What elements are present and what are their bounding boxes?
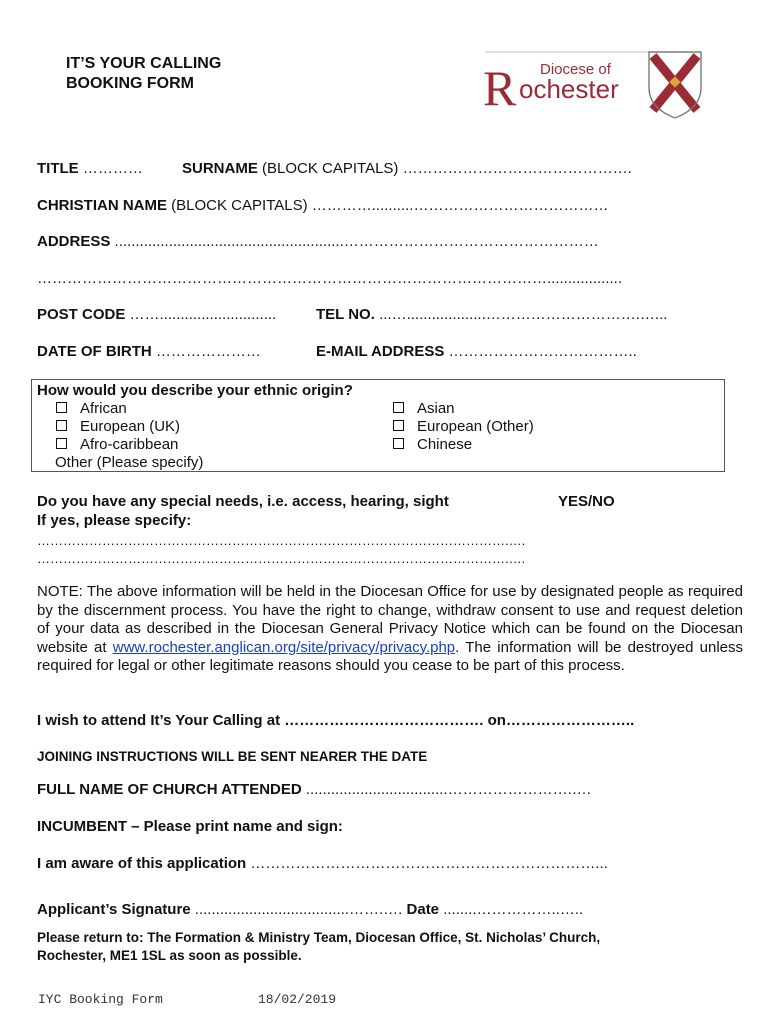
special-needs-line-2[interactable]: ……………………………………………………………………………………………….…. [37,551,526,566]
shield-icon [649,52,701,118]
tel-label: TEL NO. [316,306,375,323]
option-label: Afro-caribbean [80,436,179,453]
ethnic-question: How would you describe your ethnic origin? [37,382,353,399]
option-label: European (UK) [80,418,181,435]
privacy-link[interactable]: www.rochester.anglican.org/site/privacy/privacy.php [112,638,456,656]
surname-hint: (BLOCK CAPITALS) [257,160,403,177]
ethnic-option-chinese[interactable] [393,436,472,454]
dob-label: DATE OF BIRTH [37,343,152,360]
church-label: FULL NAME OF CHURCH ATTENDED [37,781,302,798]
signature-dots: .....................................…….…. [190,901,407,918]
postcode-field[interactable] [37,306,276,323]
incumbent-label: INCUMBENT – Please print name and sign: [37,818,343,835]
return-line-2: Rochester, ME1 1SL as soon as possible. [37,948,302,963]
email-label: E-MAIL ADDRESS [316,343,445,360]
diocese-logo [481,50,703,120]
attend-dots-2: …………………….. [505,712,635,729]
privacy-note [37,583,743,676]
checkbox-icon[interactable] [393,402,404,413]
ethnic-option-afro-caribbean[interactable] [56,436,178,454]
tel-field[interactable] [316,306,667,323]
title-field[interactable] [37,160,143,177]
title-label: TITLE [37,160,79,177]
option-label: Asian [417,400,455,417]
special-needs-specify: If yes, please specify: [37,512,192,529]
postcode-dots: ……............................ [125,306,277,323]
special-needs-question: Do you have any special needs, i.e. access, hearing, sight [37,493,449,510]
logo-graphic [481,50,703,120]
joining-instructions: JOINING INSTRUCTIONS WILL BE SENT NEARER THE DATE [37,749,428,764]
christian-name-field[interactable] [37,197,608,214]
checkbox-icon[interactable] [56,438,67,449]
email-field[interactable] [316,343,637,360]
dob-field[interactable] [37,343,261,360]
option-label: Chinese [417,436,473,453]
christian-label: CHRISTIAN NAME [37,197,167,214]
attend-dots-1: …………………………………. [284,712,488,729]
ethnic-option-european-uk[interactable] [56,418,180,436]
surname-field[interactable] [182,160,632,177]
aware-field[interactable] [37,855,608,872]
date-label: Date [406,901,440,918]
address-dots: .......................................................…………………………………………… [110,233,599,250]
dob-dots: ………………… [151,343,261,360]
date-dots: ........……………..….. [439,901,584,918]
checkbox-icon[interactable] [56,420,67,431]
aware-label: I am aware of this application [37,855,247,872]
church-dots: ..................................…………………….…. [301,781,591,798]
address-line-2[interactable]: ………………………………………………………………………………………….................. [37,270,623,287]
return-address [37,929,600,965]
logo-text-bottom: ochester [519,74,619,104]
option-label: African [80,400,127,417]
checkbox-icon[interactable] [56,402,67,413]
christian-dots: …………..........………………………………… [311,197,609,214]
ethnic-option-other: Other (Please specify) [55,454,204,471]
note-text-after: . The information will be destroyed unless required for legal or other legitimate reasons should you cease to be part of this process. [37,638,743,674]
checkbox-icon[interactable] [393,420,404,431]
signature-field[interactable] [37,901,583,918]
surname-dots: ………………………………………. [402,160,632,177]
ethnic-option-asian[interactable] [393,400,455,418]
form-title [66,54,221,94]
ethnic-option-european-other[interactable] [393,418,534,436]
attend-label: I wish to attend It’s Your Calling at [37,712,285,729]
option-label: European (Other) [417,418,534,435]
logo-letter-r: R [483,60,517,116]
address-label: ADDRESS [37,233,111,250]
signature-label: Applicant’s Signature [37,901,191,918]
title-line-2: BOOKING FORM [66,75,194,92]
tel-dots: ...…...................………………………….…... [374,306,668,323]
aware-dots: ……………………………………………………………... [246,855,608,872]
footer-date: 18/02/2019 [258,992,337,1007]
postcode-label: POST CODE [37,306,126,323]
title-dots: ………… [82,160,143,177]
christian-hint: (BLOCK CAPITALS) [167,197,312,214]
attend-field[interactable] [37,712,634,729]
note-text-before: NOTE: The above information will be held in the Diocesan Office for use by designated people as required by the discernment process. You have the right to change, withdraw consent to use and request deletion of your data as described in the Diocesan General Privacy Notice which can be found on the Diocesan website at [37,583,743,656]
address-field[interactable] [37,233,599,250]
footer-form-name: IYC Booking Form [38,992,163,1007]
ethnic-option-african[interactable] [56,400,127,418]
checkbox-icon[interactable] [393,438,404,449]
church-field[interactable] [37,781,591,798]
surname-label: SURNAME [182,160,258,177]
special-needs-line-1[interactable]: ……………………………………………………………………………………………….…. [37,533,526,548]
email-dots: ……………………………….. [444,343,637,360]
return-line-1: Please return to: The Formation & Ministry Team, Diocesan Office, St. Nicholas’ Church, [37,930,601,945]
title-line-1: IT’S YOUR CALLING [66,55,222,72]
attend-on: on [487,712,506,729]
logo-text-top: Diocese of [540,61,611,78]
special-needs-yesno[interactable]: YES/NO [558,493,615,510]
